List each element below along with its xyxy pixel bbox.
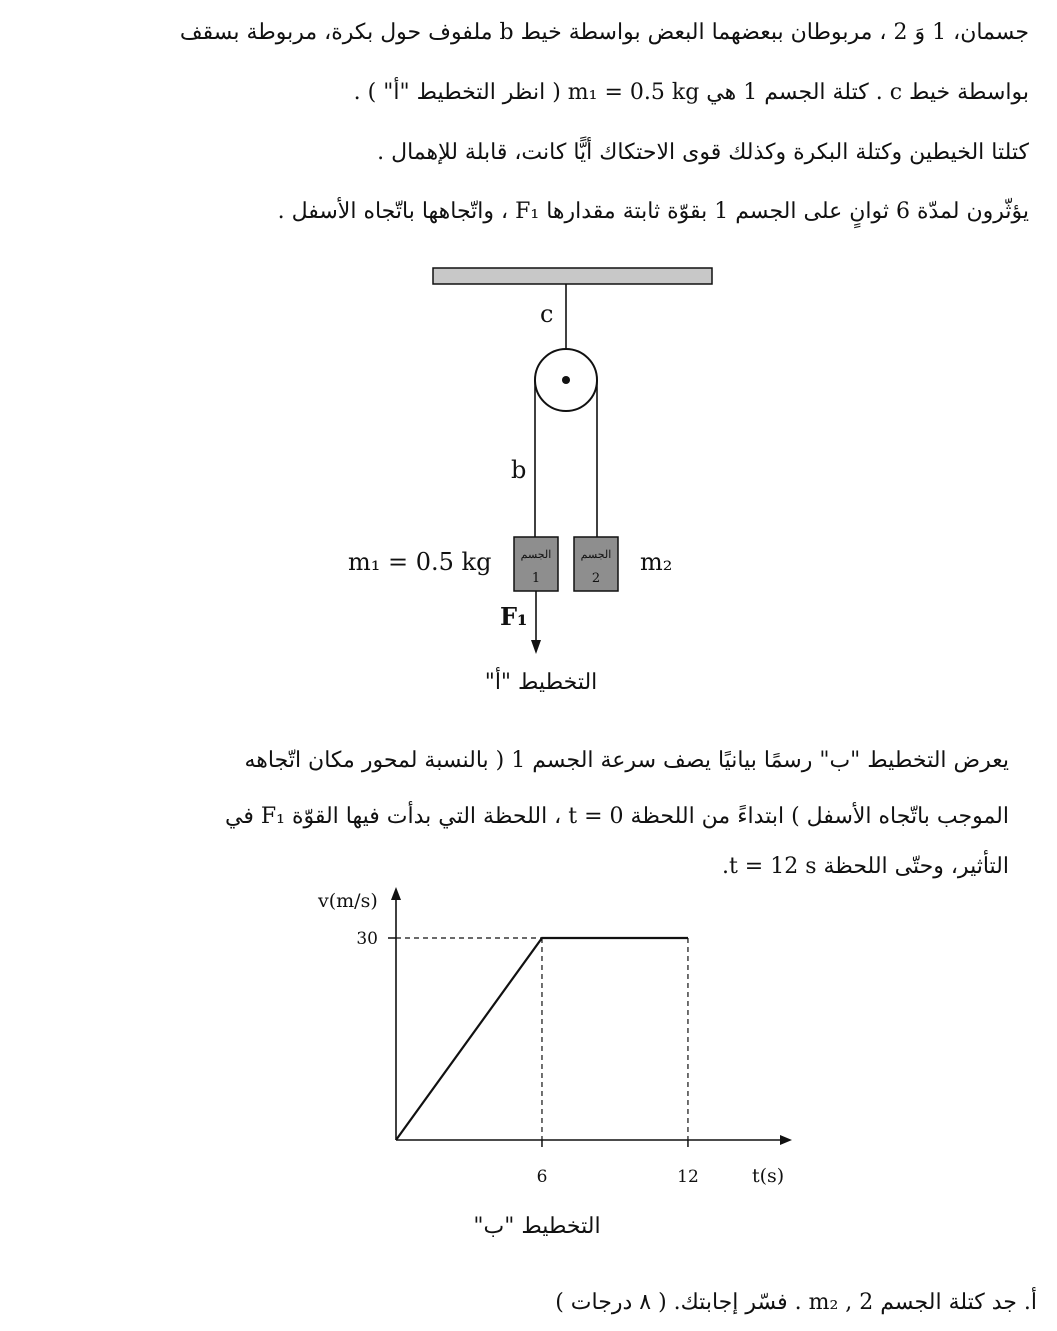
mass-2-label: m₂ <box>640 548 673 576</box>
force-f1-label: F₁ <box>500 602 528 631</box>
y-tick-label-30: 30 <box>356 929 378 949</box>
body-2-number: 2 <box>591 571 601 586</box>
x-tick-label-6: 6 <box>536 1167 548 1187</box>
pulley-axle <box>562 376 570 384</box>
question-a: أ. جد كتلة الجسم 2 , m₂ . فسّر إجابتك. ( ٨ درجات ) <box>555 1290 1037 1315</box>
intro-line-1: جسمان، 1 وَ 2 ، مربوطان ببعضهما البعض بواسطة خيط b ملفوف حول بكرة، مربوطة بسقف <box>179 20 1029 45</box>
diagram-a-caption: التخطيط "أ" <box>484 670 598 695</box>
diagram-b-caption: التخطيط "ب" <box>473 1214 601 1239</box>
body-2-word: الجسم <box>580 548 612 561</box>
x-tick-label-12: 12 <box>677 1167 699 1187</box>
ceiling <box>433 268 712 284</box>
body-1-word: الجسم <box>520 548 552 561</box>
velocity-series-line <box>396 938 688 1140</box>
body-1-number: 1 <box>531 571 541 586</box>
x-axis-label: t(s) <box>752 1165 785 1187</box>
mass-1-label: m₁ = 0.5 kg <box>348 548 492 576</box>
graph-intro-line-1: يعرض التخطيط "ب" رسمًا بيانيًا يصف سرعة الجسم 1 ( بالنسبة لمحور مكان اتّجاهه <box>244 748 1009 773</box>
y-axis-label: v(m/s) <box>318 890 378 912</box>
string-c-label: c <box>540 300 554 328</box>
y-axis-arrowhead <box>391 887 401 900</box>
graph-intro-line-2: الموجب باتّجاه الأسفل ) ابتداءً من اللحظة t = 0 ، اللحظة التي بدأت فيها القوّة F₁ في <box>225 804 1009 829</box>
intro-line-3: كتلتا الخيطين وكتلة البكرة وكذلك قوى الاحتكاك أيًّا كانت، قابلة للإهمال . <box>377 140 1029 165</box>
intro-line-2: بواسطة خيط c . كتلة الجسم 1 هي m₁ = 0.5 kg ( انظر التخطيط "أ" ) . <box>353 80 1029 105</box>
force-f1-arrowhead <box>531 640 541 654</box>
string-b-label: b <box>511 456 527 484</box>
intro-line-4: يؤثّرون لمدّة 6 ثوانٍ على الجسم 1 بقوّة ثابتة مقدارها F₁ ، واتّجاهها باتّجاه الأسفل . <box>277 199 1029 224</box>
x-axis-arrowhead <box>780 1135 792 1145</box>
graph-intro-line-3: التأثير، وحتّى اللحظة t = 12 s. <box>721 854 1009 879</box>
